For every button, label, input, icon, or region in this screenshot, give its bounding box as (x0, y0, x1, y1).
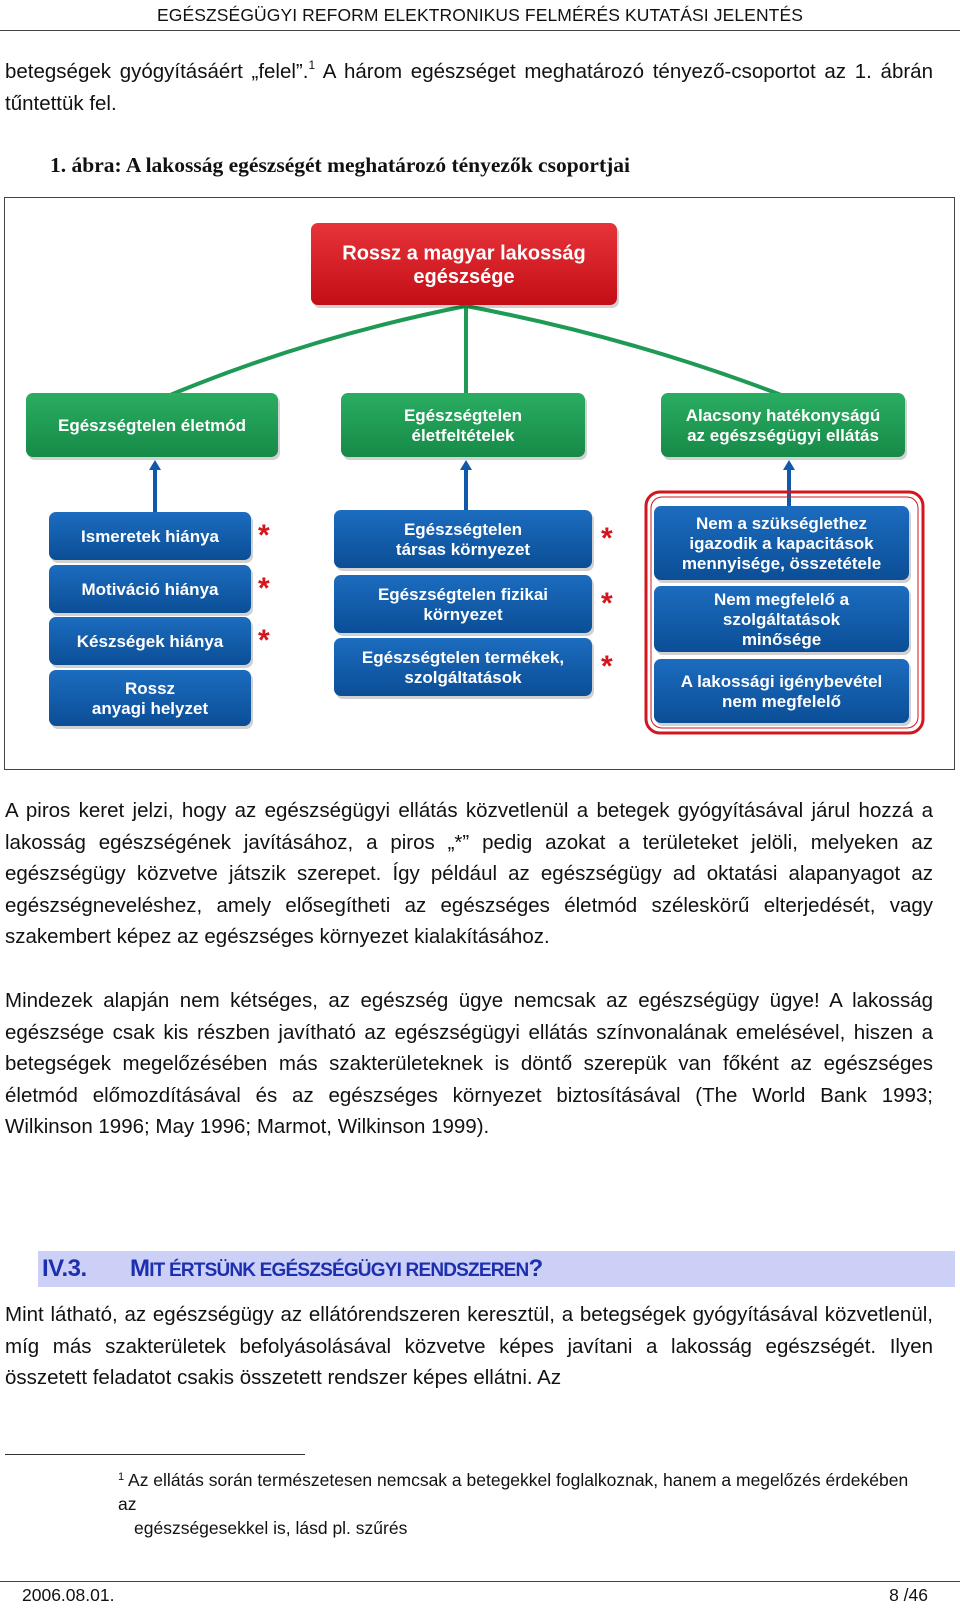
header-title: EGÉSZSÉGÜGYI REFORM ELEKTRONIKUS FELMÉRÉS KUTATÁSI JELENTÉS (156, 5, 804, 25)
right-item-0-label: mennyisége, összetétele (681, 554, 882, 574)
left-item-0 (49, 512, 253, 563)
middle-item-1-star: * (601, 587, 613, 620)
middle-item-2-label: Egészségtelen termékek, (361, 648, 565, 668)
middle-item-1-label: Egészségtelen fizikai (377, 585, 549, 605)
group-box-2-label: az egészségügyi ellátás (687, 426, 879, 446)
middle-item-2-star: * (601, 650, 613, 683)
middle-item-0-label: Egészségtelen (403, 520, 523, 540)
left-item-1-label: Motiváció hiánya (81, 580, 219, 600)
section-title-first: M (130, 1255, 150, 1282)
left-item-3-label: anyagi helyzet (91, 699, 209, 719)
left-item-2-label: Készségek hiánya (76, 632, 224, 652)
arrow-head-1 (460, 460, 472, 470)
right-item-2-label: A lakossági igénybevétel (680, 672, 883, 692)
middle-item-0-label: társas környezet (395, 540, 531, 560)
group-box-0-label: Egészségtelen életmód (57, 416, 247, 436)
left-item-0-star: * (258, 519, 270, 552)
footer-divider (0, 1581, 960, 1582)
connector-right (466, 306, 789, 398)
group-box-1 (341, 393, 587, 460)
paragraph-legend: A piros keret jelzi, hogy az egészségügyi ellátás közvetlenül a betegek gyógyításával járul hozzá a lakosság egészségének javításához, a piros „*” pedig azokat a területeket jelöli, melyeken az egészségügy közvetve játszik szerepet. Így például az egészségügy ad oktatási alapanyagot az egészségneveléshez, amely elősegítheti az egészséges életmód széleskörű elterjedését, vagy szakembert képez az egészséges környezet kialakításához. (5, 799, 933, 948)
root-box-label: Rossz a magyar lakosság (342, 242, 586, 265)
left-item-2-star: * (258, 624, 270, 657)
right-item-0-label: igazodik a kapacitások (689, 534, 874, 554)
root-box (311, 223, 619, 308)
group-box-1-label: életfeltételek (411, 426, 515, 446)
footnote-divider (5, 1454, 305, 1455)
middle-item-0-star: * (601, 522, 613, 555)
left-item-1-star: * (258, 572, 270, 605)
left-item-1 (49, 565, 253, 616)
middle-item-2 (334, 638, 594, 699)
footer-date: 2006.08.01. (22, 1585, 115, 1605)
footer-page-number: 8 /46 (889, 1585, 928, 1605)
right-item-2 (654, 659, 911, 726)
right-item-1-label: Nem megfelelő a (713, 590, 850, 610)
right-item-0-label: Nem a szükséglethez (695, 514, 868, 534)
footnote-line-1: Az ellátás során természetesen nemcsak a betegekkel foglalkoznak, hanem a megelőzés érdekében az (118, 1470, 909, 1514)
middle-item-0 (334, 510, 594, 571)
intro-text-after: A három egészséget meghatározó tényező-csoportot az 1. ábrán tűntettük fel. (5, 60, 933, 115)
section-title-end: ? (528, 1255, 543, 1282)
footnote-reference[interactable]: 1 (308, 58, 316, 72)
right-item-1 (654, 586, 911, 655)
section-title (130, 1255, 542, 1283)
section-heading (38, 1251, 955, 1287)
footnote-line-2: egészségesekkel is, lásd pl. szűrés (134, 1518, 408, 1538)
section-title-rest: IT ÉRTSÜNK EGÉSZSÉGÜGYI RENDSZEREN (149, 1260, 529, 1281)
page-header (0, 0, 960, 31)
right-item-2-label: nem megfelelő (721, 692, 842, 712)
left-item-3 (49, 670, 253, 729)
left-item-2 (49, 617, 253, 668)
arrow-head-0 (149, 460, 161, 470)
group-box-2 (661, 393, 907, 460)
middle-item-1-label: környezet (423, 605, 503, 625)
paragraph-conclusion: Mindezek alapján nem kétséges, az egészség ügye nemcsak az egészségügy ügye! A lakosság egészsége csak kis részben javítható az egészségügyi ellátás színvonalának emelésével, hiszen a betegségek megelőzésében más szakterületeknek is döntő szerepük van főként az egészséges életmód előmozdításával és az egészséges környezet biztosításával (The World Bank 1993; Wilkinson 1996; May 1996; Marmot, Wilkinson 1999). (5, 989, 933, 1138)
root-box-label: egészsége (413, 266, 515, 288)
group-box-1-label: Egészségtelen (403, 406, 523, 426)
figure-caption: 1. ábra: A lakosság egészségét meghatározó tényezők csoportjai (50, 153, 631, 177)
intro-paragraph (5, 56, 933, 119)
footnote-marker: 1 (118, 1471, 125, 1483)
connector-left (163, 306, 466, 398)
footnote (118, 1468, 918, 1540)
paragraph-system: Mint látható, az egészségügy az ellátórendszeren keresztül, a betegségek gyógyításával közvetlenül, míg más szakterületek befolyásolásával közvetve képes javítani a lakosság egészségét. Ilyen összetett feladatot csakis összetett rendszer képes ellátni. Az (5, 1303, 933, 1389)
right-item-1-label: szolgáltatások (722, 610, 841, 630)
group-box-0 (26, 393, 280, 460)
diagram-canvas (5, 198, 956, 771)
middle-item-2-label: szolgáltatások (404, 668, 522, 688)
section-number: IV.3. (42, 1255, 87, 1282)
left-item-0-label: Ismeretek hiánya (81, 527, 219, 547)
left-item-3-label: Rossz (124, 679, 176, 699)
right-item-1-label: minősége (741, 630, 822, 650)
middle-item-1 (334, 575, 594, 636)
arrow-head-2 (783, 460, 795, 470)
right-item-0 (654, 506, 911, 583)
figure-diagram (4, 197, 955, 770)
group-box-2-label: Alacsony hatékonyságú (685, 406, 881, 426)
intro-text-before: betegségek gyógyításáért „felel”. (5, 60, 309, 83)
